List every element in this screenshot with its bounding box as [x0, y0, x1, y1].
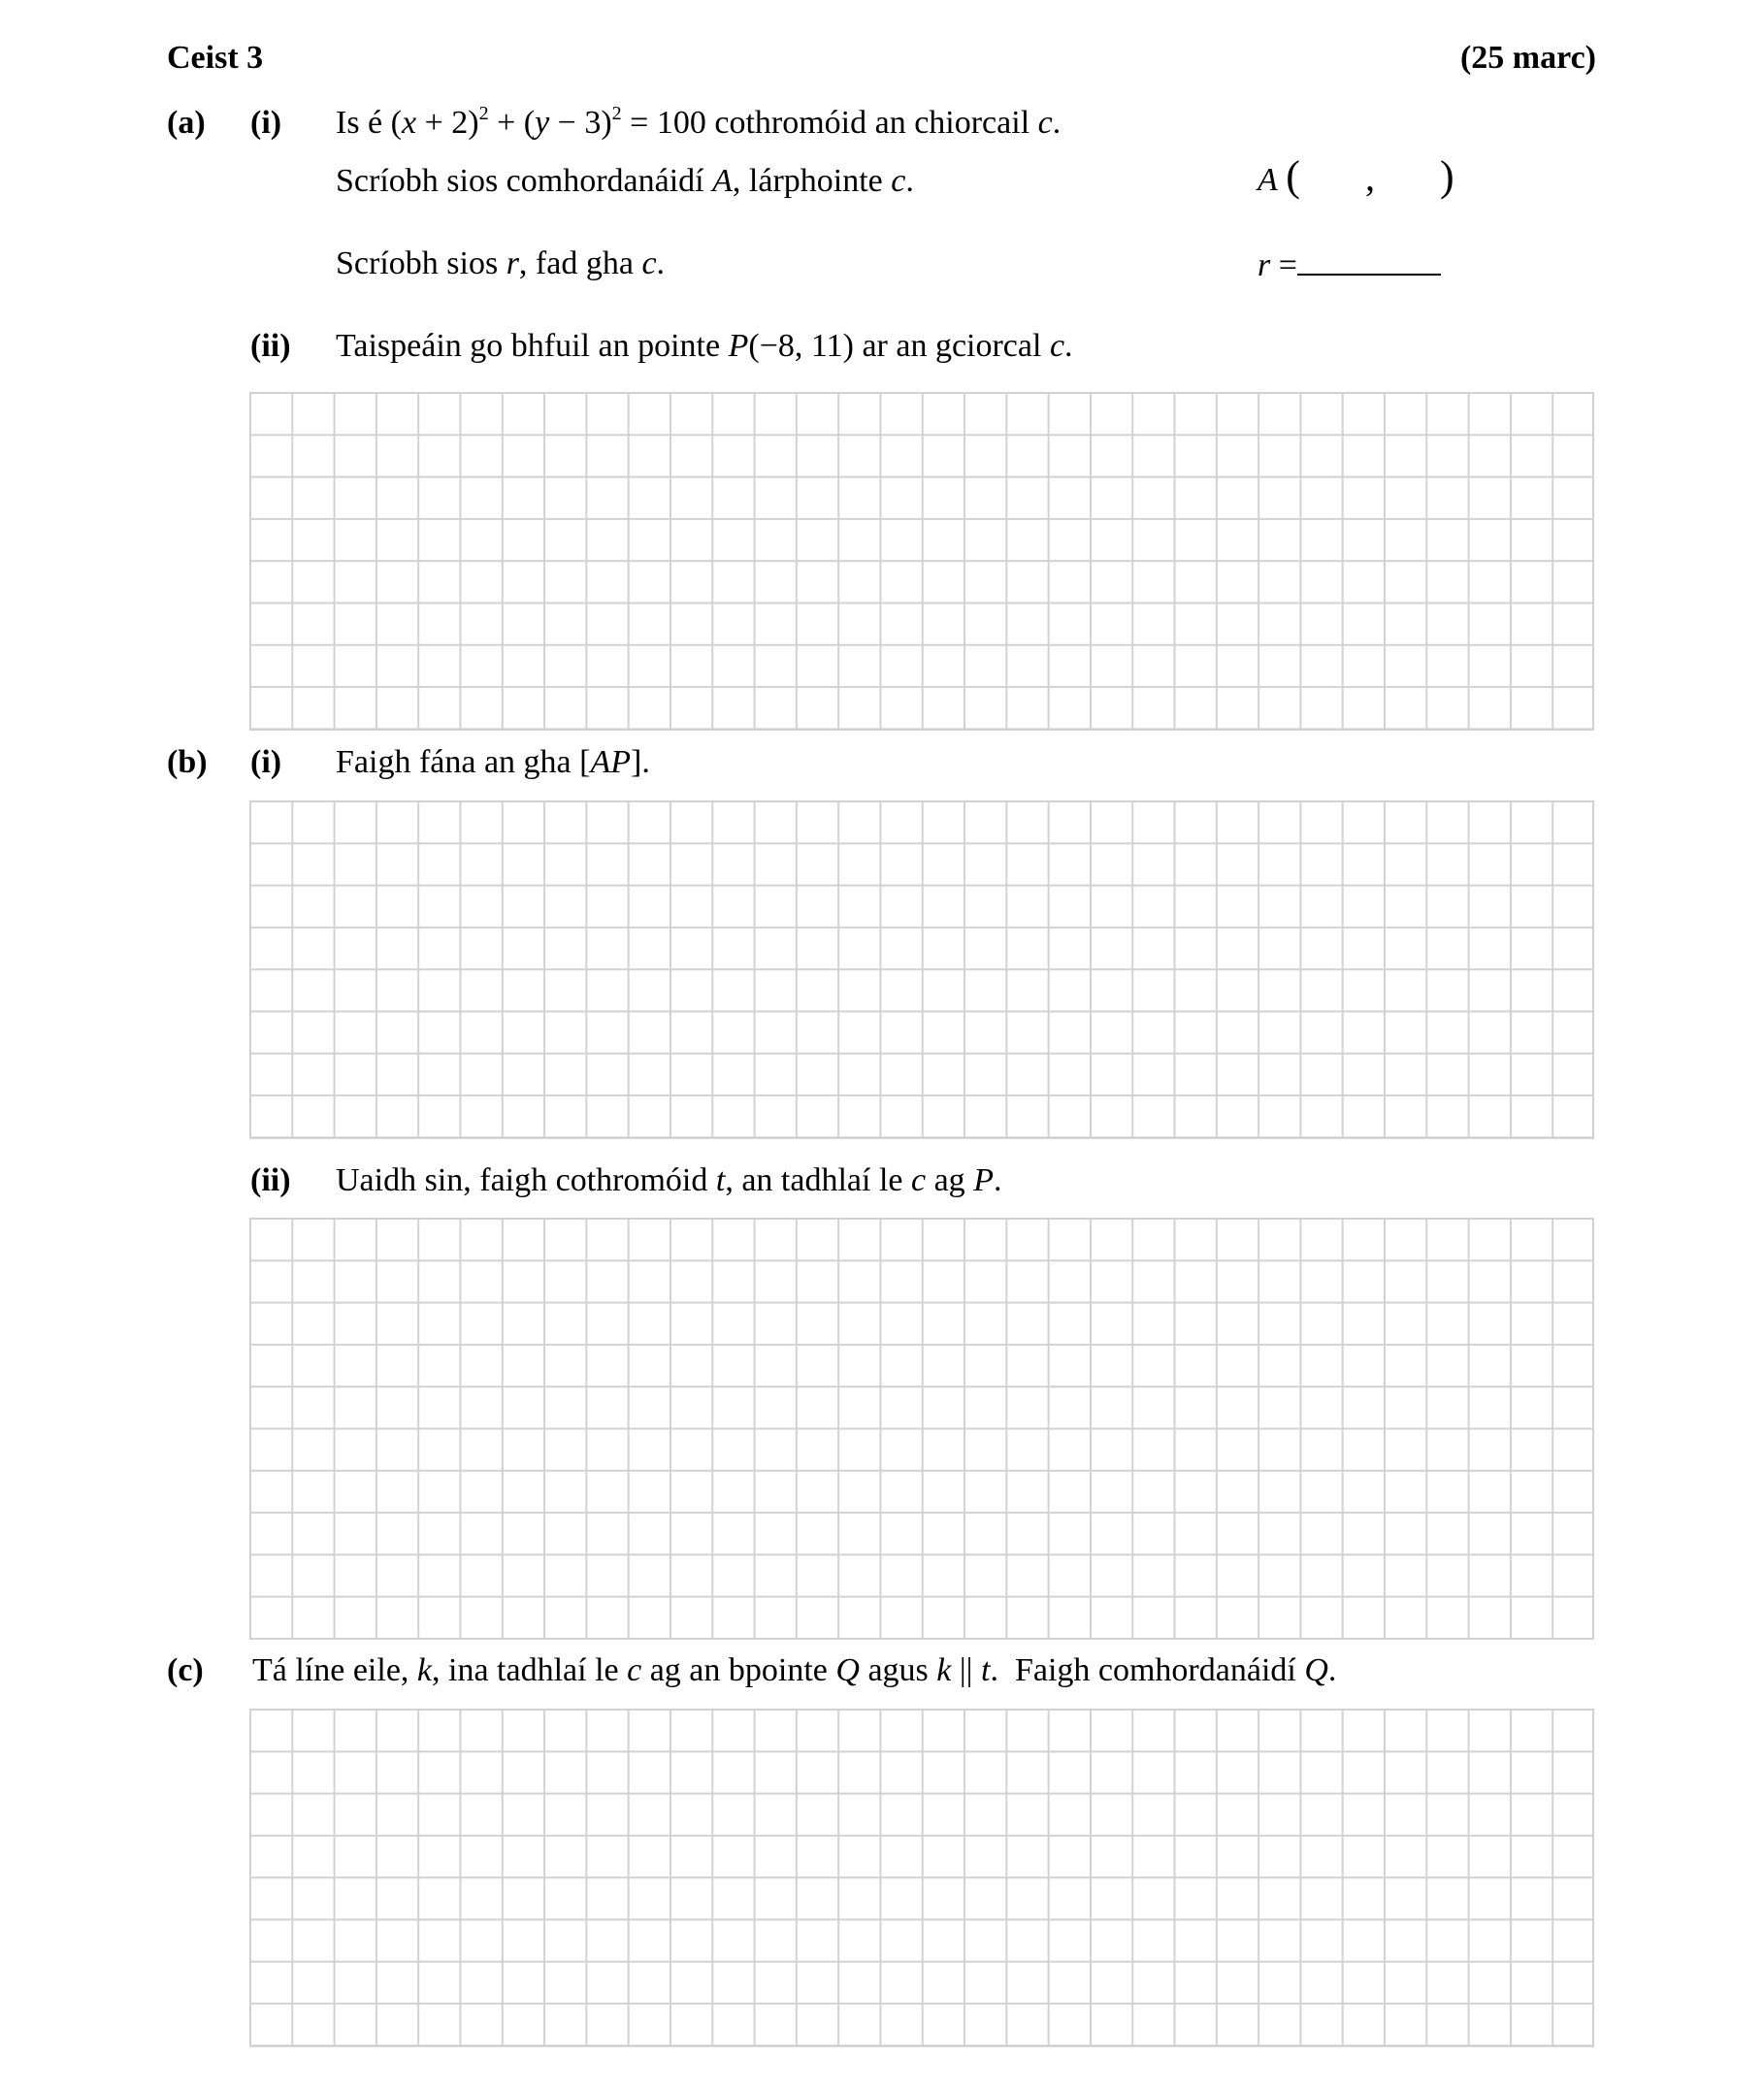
radius-answer-blank[interactable] [1297, 245, 1441, 276]
part-c-prompt: Tá líne eile, k, ina tadhlaí le c ag an bpointe Q agus k || t. Faigh comhordanáidí Q. [252, 1652, 1337, 1688]
part-a-i-centre-prompt: Scríobh sios comhordanáidí A, lárphointe c. [336, 163, 914, 199]
centre-label: A [1258, 162, 1278, 198]
answer-grid-b-ii[interactable] [249, 1218, 1594, 1640]
close-paren: ) [1439, 152, 1454, 200]
part-a-ii-prompt: Taispeáin go bhfuil an pointe P(−8, 11) ar an gciorcal c. [336, 328, 1073, 364]
comma: , [1364, 155, 1375, 199]
question-title: Ceist 3 [167, 40, 264, 76]
statement-text: Is é [336, 105, 383, 141]
answer-grid-c[interactable] [249, 1709, 1594, 2047]
part-a-i-label: (i) [250, 105, 282, 141]
part-b-i-prompt: Faigh fána an gha [AP]. [336, 744, 650, 780]
answer-grid-a-ii[interactable] [249, 392, 1594, 731]
part-a-i-radius-prompt: Scríobh sios r, fad gha c. [336, 245, 666, 281]
part-a-label: (a) [167, 105, 206, 141]
question-marks: (25 marc) [1459, 40, 1596, 76]
part-b-i-label: (i) [250, 744, 282, 780]
answer-grid-b-i[interactable] [249, 800, 1594, 1139]
radius-label: r [1258, 247, 1271, 283]
part-a-ii-label: (ii) [250, 328, 291, 364]
part-c-label: (c) [167, 1652, 204, 1688]
radius-answer-field[interactable]: r = [1258, 245, 1441, 285]
circle-equation: $(x + 2)^2 + (y - 3)^2 = 100$ [390, 103, 706, 141]
part-b-label: (b) [167, 744, 208, 780]
part-a-i-statement: Is é $(x + 2)^2 + (y - 3)^2 = 100$ cothromóid an chiorcail c. [336, 103, 1062, 141]
open-paren: ( [1286, 152, 1300, 200]
part-b-ii-prompt: Uaidh sin, faigh cothromóid t, an tadhlaí le c ag P. [336, 1162, 1002, 1198]
centre-answer-field[interactable] [1258, 152, 1454, 200]
part-b-ii-label: (ii) [250, 1162, 291, 1198]
